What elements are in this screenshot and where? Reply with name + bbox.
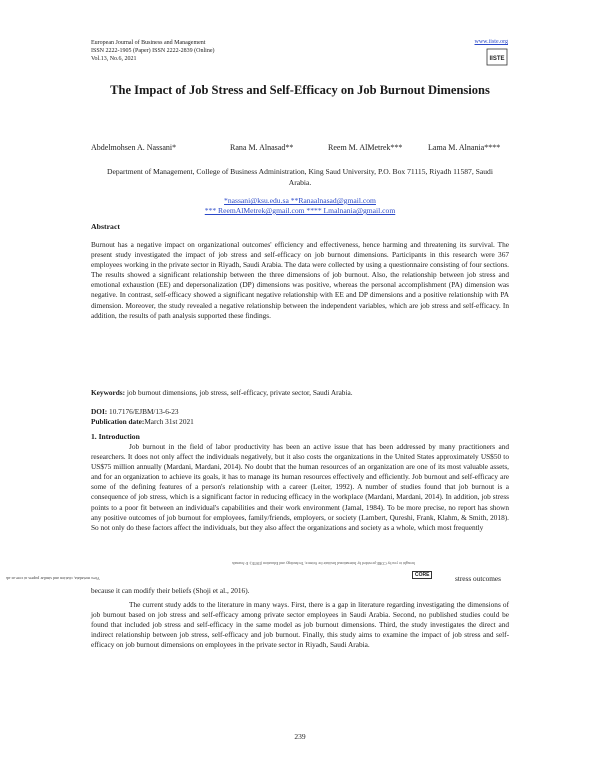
author-1: Abdelmohsen A. Nassani* bbox=[91, 143, 177, 152]
iiste-logo bbox=[486, 48, 508, 66]
author-3: Reem M. AlMetrek*** bbox=[328, 143, 403, 152]
email-line-2[interactable]: *** ReemAlMetrek@gmail.com **** Lmalnania@gmail.com bbox=[204, 206, 396, 215]
core-provided-by-text: brought to you by CORE provided by International Institute for Science, Technology and Education (IISTE): E-Journals bbox=[232, 561, 415, 565]
core-metadata-link[interactable]: View metadata, citation and similar papers at core.ac.uk bbox=[6, 576, 100, 581]
journal-volume: Vol.13, No.6, 2021 bbox=[91, 56, 137, 62]
abstract-heading: Abstract bbox=[91, 222, 121, 231]
abstract-text: Burnout has a negative impact on organizational outcomes' efficiency and effectiveness, hence harming and threatening its survival. The present study investigated the impact of job stress and self-efficacy on job burnout dimensions. Participants in this research were 367 employees working in the private sector in Riyadh, Saudi Arabia. The data were collected by using a questionnaire consisting of four sections. The results showed a significant relationship between the three dimensions of job burnout. Also, the relationship between job stress and emotional exhaustion (EE) and depersonalization (DP) dimensions was positive, whereas the personal accomplishment (PA) dimension was negative. In contrast, self-efficacy showed a significant negative relationship with EE and DP dimensions and a positive relationship with PA dimension. Moreover, the study revealed a negative relationship between the independent variables, which are job stress and self-efficacy. In addition, the results of path analysis supported these findings. bbox=[91, 240, 509, 320]
keywords-label: Keywords: bbox=[91, 388, 126, 397]
affiliation: Department of Management, College of Business Administration, King Saud University, P.O. Box 71115, Riyadh 11587, Saudi Arabia. bbox=[107, 167, 493, 187]
pubdate-value: March 31st 2021 bbox=[144, 417, 194, 426]
keywords bbox=[91, 388, 509, 397]
doi-label: DOI: bbox=[91, 407, 108, 416]
page-number: 239 bbox=[294, 732, 306, 741]
pubdate-label: Publication date: bbox=[91, 417, 145, 426]
intro-paragraph-2: The current study adds to the literature in many ways. First, there is a gap in literature regarding investigating the dimensions of job burnout based on job stress and self-efficacy among private sector employees in Saudi Arabia. Second, no published studies could be found that included job stress and self-efficacy in the same model as job burnout dimensions. Third, the study investigates the direct and indirect relationship between job stress, self-efficacy and job burnout. Finally, this study aims to examine the impact of job stress and self-efficacy on job burnout dimensions on employees in the private sector in Riyadh, Saudi Arabia. bbox=[91, 600, 509, 650]
doi-value: 10.7176/EJBM/13-6-23 bbox=[107, 407, 179, 416]
introduction-heading: 1. Introduction bbox=[91, 432, 140, 441]
svg-text:IISTE: IISTE bbox=[489, 56, 505, 62]
author-2: Rana M. Alnasad** bbox=[230, 143, 294, 152]
core-badge[interactable]: CORE bbox=[412, 571, 432, 579]
intro-paragraph-1-end: stress outcomes bbox=[455, 574, 502, 583]
journal-name: European Journal of Business and Management bbox=[91, 40, 206, 46]
journal-issn: ISSN 2222-1905 (Paper) ISSN 2222-2839 (Online) bbox=[91, 48, 215, 54]
author-4: Lama M. Alnania**** bbox=[428, 143, 501, 152]
journal-header bbox=[91, 39, 215, 63]
intro-paragraph-1: Job burnout in the field of labor productivity has been an active issue that has been addressed by many practitioners and researchers. It does not only affect the individuals negatively, but it also costs the organizations in the United States approximately US$50 to US$75 million annually (Mardani, Mardani, 2014). No doubt that the human resources of an organization are one of its most valuable assets, and for an organization to achieve its goals, it has to manage its human resources effectively and efficiently. Job burnout and self-efficacy are some of the defining features of a person's relationship with a career (Leiter, 1992). A number of studies found that job burnout is a consequence of job stress, which is a significant factor in reducing efficacy in the workplace (Mardani, Mardani, 2014). In addition, job stress points to a poor fit between an individual's capabilities and their work environment (Jamal, 1984). To be more precise, no report has shown any positive outcomes of job burnout for employees, family/friends, employers, or society (Lambert, Qureshi, Frank, Klahm, & Smith, 2018). So not only do these factors affect the individuals, but they also affect the organizations and society as a whole, which most frequently bbox=[91, 442, 509, 532]
journal-website-link[interactable]: www.iiste.org bbox=[474, 39, 508, 45]
keywords-text: job burnout dimensions, job stress, self-efficacy, private sector, Saudi Arabia. bbox=[125, 388, 353, 397]
paper-title: The Impact of Job Stress and Self-Efficacy on Job Burnout Dimensions bbox=[110, 83, 490, 97]
email-line-1[interactable]: *nassani@ksu.edu.sa **Ranaalnasad@gmail.com bbox=[224, 196, 376, 205]
author-emails bbox=[150, 196, 450, 216]
doi-block bbox=[91, 407, 194, 427]
intro-paragraph-1-tail: because it can modify their beliefs (Shoji et al., 2016). bbox=[91, 586, 250, 595]
